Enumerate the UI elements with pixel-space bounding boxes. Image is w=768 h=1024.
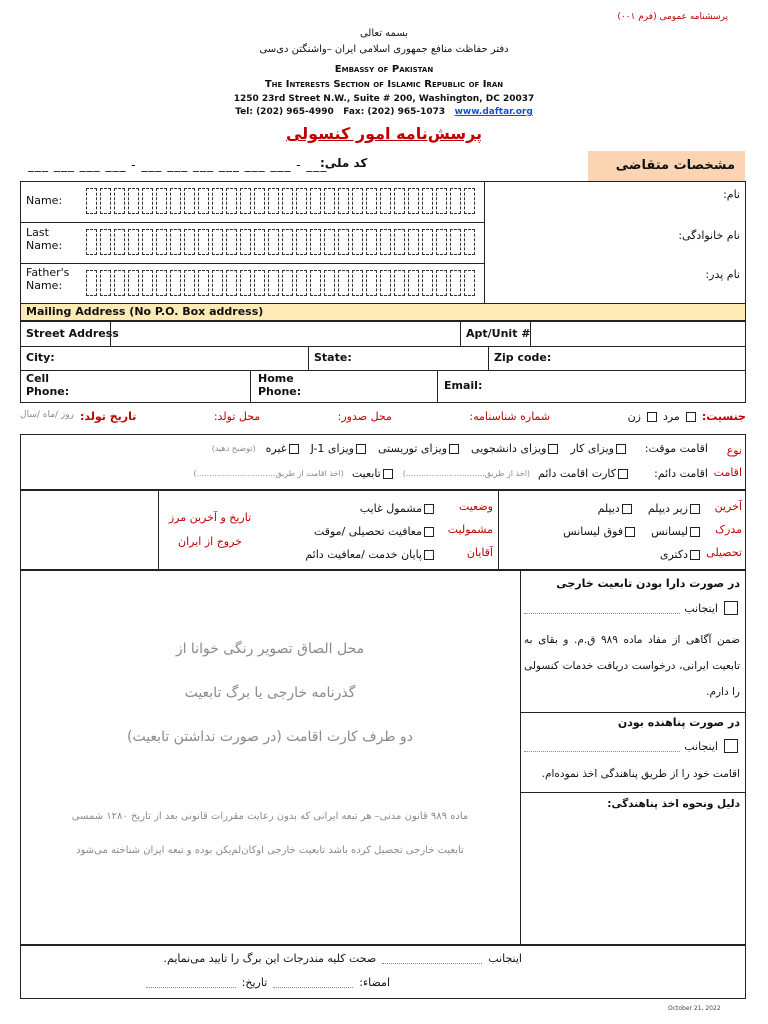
date-label: تاریخ:: [241, 976, 268, 989]
foreign-name-line[interactable]: [524, 603, 680, 614]
work-visa-label: ویزای کار: [570, 442, 614, 455]
char-cell[interactable]: [436, 270, 447, 296]
birth-place-label: محل تولد:: [213, 410, 261, 423]
military-label: وضعیت مشمولیت آقایان: [447, 500, 493, 559]
char-cell[interactable]: [464, 188, 475, 214]
contact-line: [0, 107, 768, 117]
office-address: 1250 23rd Street N.W., Suite # 200, Washington, DC 20037: [233, 94, 535, 104]
bachelor-checkbox[interactable]: [690, 527, 700, 537]
refugee-name-line[interactable]: [524, 741, 680, 752]
declaration-confirm: صحت کلیه مندرجات این برگ را تایید می‌نمایم.: [163, 952, 377, 965]
char-cell[interactable]: [310, 188, 321, 214]
citizenship-via-hint: (اخذ اقامت از طریق...............................): [193, 469, 344, 478]
perm-residency-row: [193, 467, 708, 480]
char-cell[interactable]: [366, 188, 377, 214]
education-options: [532, 497, 702, 566]
char-cell[interactable]: [142, 270, 153, 296]
char-cell[interactable]: [114, 188, 125, 214]
char-cell[interactable]: [156, 229, 167, 255]
char-cell[interactable]: [226, 270, 237, 296]
other-visa-label: غیره: [265, 442, 287, 455]
street-label: Street Address: [26, 327, 119, 340]
city-label: City:: [26, 351, 55, 364]
basmala: بسمه تعالی: [359, 28, 409, 39]
female-label: زن: [627, 410, 641, 423]
char-cell[interactable]: [226, 229, 237, 255]
char-cell[interactable]: [282, 188, 293, 214]
char-cell[interactable]: [394, 229, 405, 255]
char-cell[interactable]: [408, 188, 419, 214]
signature-label: امضاء:: [359, 976, 390, 989]
char-cell[interactable]: [254, 229, 265, 255]
char-cell[interactable]: [422, 270, 433, 296]
char-cell[interactable]: [240, 270, 251, 296]
tourist-visa-label: ویزای توریستی: [378, 442, 448, 455]
char-cell[interactable]: [450, 270, 461, 296]
char-cell[interactable]: [324, 270, 335, 296]
char-cell[interactable]: [296, 270, 307, 296]
char-cell[interactable]: [212, 270, 223, 296]
foreign-consent-text: ضمن آگاهی از مفاد ماده ۹۸۹ ق.م. و بقای به تابعیت ایرانی، درخواست دریافت خدمات کنسولی را دارم.: [524, 634, 740, 698]
char-cell[interactable]: [352, 229, 363, 255]
char-cell[interactable]: [198, 270, 209, 296]
char-cell[interactable]: [86, 270, 97, 296]
foreign-consent-row: [524, 601, 740, 615]
fathername-en-label: Father's Name:: [26, 266, 70, 292]
master-label: فوق لیسانس: [563, 525, 624, 538]
revision-date: October 21, 2022: [668, 1005, 721, 1012]
student-visa-label: ویزای دانشجویی: [471, 442, 547, 455]
char-cell[interactable]: [170, 270, 181, 296]
char-cell[interactable]: [86, 188, 97, 214]
diploma-checkbox[interactable]: [622, 504, 632, 514]
refugee-title: در صورت پناهنده بودن: [617, 716, 740, 729]
char-cell[interactable]: [142, 229, 153, 255]
citizenship-checkbox[interactable]: [383, 469, 393, 479]
home-phone-label: Home Phone:: [258, 372, 302, 398]
char-cell[interactable]: [254, 270, 265, 296]
char-cell[interactable]: [324, 229, 335, 255]
declaration-row: [164, 952, 523, 965]
refugee-consent-row: [524, 739, 740, 753]
char-cell[interactable]: [450, 229, 461, 255]
char-cell[interactable]: [170, 229, 181, 255]
char-cell[interactable]: [324, 188, 335, 214]
char-cell[interactable]: [268, 188, 279, 214]
char-cell[interactable]: [296, 229, 307, 255]
char-cell[interactable]: [282, 229, 293, 255]
national-code-label: کد ملی:: [320, 156, 368, 170]
perm-residency-label: اقامت دائم:: [654, 467, 708, 480]
char-cell[interactable]: [394, 270, 405, 296]
national-code-field[interactable]: ___ ___ ___ ___ - ___ ___ ___ ___ ___ ___ - ___: [28, 158, 328, 172]
char-cell[interactable]: [240, 188, 251, 214]
section-name: The Interests Section of Islamic Republic of Iran: [264, 79, 504, 90]
name-input-cells[interactable]: [86, 188, 475, 214]
char-cell[interactable]: [352, 270, 363, 296]
char-cell[interactable]: [156, 270, 167, 296]
char-cell[interactable]: [114, 229, 125, 255]
residency-type-label: نوع اقامت: [713, 444, 742, 479]
mailing-title: Mailing Address (No P.O. Box address): [26, 305, 264, 318]
study-exempt-checkbox[interactable]: [424, 527, 434, 537]
embassy-name: Embassy of Pakistan: [334, 64, 434, 75]
bachelor-label: لیسانس: [651, 525, 688, 538]
char-cell[interactable]: [128, 229, 139, 255]
j1-visa-label: ویزای J-1: [310, 442, 354, 455]
refugee-undersigned: اینجانب: [684, 739, 718, 753]
temp-residency-row: [212, 442, 708, 455]
military-options: [305, 497, 436, 566]
char-cell[interactable]: [310, 229, 321, 255]
char-cell[interactable]: [422, 229, 433, 255]
issue-place-label: محل صدور:: [337, 410, 392, 423]
diploma-label: دیپلم: [597, 502, 620, 515]
explain-hint: (توضیح دهید): [211, 444, 256, 453]
char-cell[interactable]: [212, 229, 223, 255]
office-name: دفتر حفاظت منافع جمهوری اسلامی ایران –واشنگتن دی‌سی: [259, 44, 509, 55]
char-cell[interactable]: [184, 229, 195, 255]
char-cell[interactable]: [184, 270, 195, 296]
green-card-via-hint: (اخذ از طریق...............................): [402, 469, 531, 478]
foreign-consent-checkbox[interactable]: [724, 601, 738, 615]
char-cell[interactable]: [100, 188, 111, 214]
work-visa-checkbox[interactable]: [616, 444, 626, 454]
declaration-name-line[interactable]: [382, 953, 482, 964]
cell-phone-label: Cell Phone:: [26, 372, 70, 398]
char-cell[interactable]: [100, 270, 111, 296]
char-cell[interactable]: [380, 270, 391, 296]
char-cell[interactable]: [226, 188, 237, 214]
name-fa-label: نام:: [723, 188, 740, 201]
char-cell[interactable]: [436, 229, 447, 255]
j1-visa-checkbox[interactable]: [356, 444, 366, 454]
signature-row: [146, 976, 390, 989]
service-finished-label: پایان خدمت /معافیت دائم: [305, 548, 422, 561]
applicant-section-header: مشخصات متقاضی: [588, 151, 745, 181]
other-visa-checkbox[interactable]: [289, 444, 299, 454]
refugee-text: اقامت خود را از طریق پناهندگی اخذ نموده‌ام.: [541, 768, 740, 780]
char-cell[interactable]: [366, 270, 377, 296]
name-en-label: Name:: [26, 194, 63, 207]
foreign-title: در صورت دارا بودن تابعیت خارجی: [556, 577, 740, 590]
civil-law-note: ماده ۹۸۹ قانون مدنی– هر تبعه ایرانی که بدون رعایت مقررات قانونی بعد از تاریخ ۱۲۸۰ شمسی تابعیت خارجی تحصیل کرده باشد تابعیت خارجی اوکان‌لم‌یکن بوده و تبعه ایران شناخته می‌شود: [71, 811, 469, 856]
char-cell[interactable]: [282, 270, 293, 296]
char-cell[interactable]: [422, 188, 433, 214]
lastname-en-label: Last Name:: [26, 226, 63, 252]
declaration-undersigned: اینجانب: [488, 952, 522, 965]
phd-checkbox[interactable]: [690, 550, 700, 560]
char-cell[interactable]: [380, 229, 391, 255]
char-cell[interactable]: [366, 229, 377, 255]
citizenship-label: تابعیت: [351, 467, 381, 480]
absent-checkbox[interactable]: [424, 504, 434, 514]
char-cell[interactable]: [198, 229, 209, 255]
char-cell[interactable]: [310, 270, 321, 296]
form-title: پرسش‌نامه امور کنسولی: [285, 124, 483, 143]
temp-residency-label: اقامت موقت:: [644, 442, 708, 455]
char-cell[interactable]: [156, 188, 167, 214]
char-cell[interactable]: [408, 270, 419, 296]
char-cell[interactable]: [254, 188, 265, 214]
char-cell[interactable]: [212, 188, 223, 214]
refugee-reason-label: دلیل ونحوه اخذ پناهندگی:: [607, 798, 740, 810]
char-cell[interactable]: [380, 188, 391, 214]
char-cell[interactable]: [240, 229, 251, 255]
personal-row: [20, 410, 746, 423]
char-cell[interactable]: [86, 229, 97, 255]
tel-number: Tel: (202) 965-4990: [235, 107, 334, 117]
mailing-block: [20, 321, 746, 403]
green-card-label: کارت اقامت دائم: [538, 467, 616, 480]
char-cell[interactable]: [394, 188, 405, 214]
char-cell[interactable]: [464, 270, 475, 296]
char-cell[interactable]: [184, 188, 195, 214]
foreign-undersigned: اینجانب: [684, 601, 718, 615]
absent-label: مشمول غایب: [359, 502, 422, 515]
id-number-label: شماره شناسنامه:: [469, 410, 551, 423]
char-cell[interactable]: [268, 270, 279, 296]
form-code: پرسشنامه عمومی (فرم ۰۰۱): [617, 12, 728, 22]
char-cell[interactable]: [142, 188, 153, 214]
fathername-fa-label: نام پدر:: [705, 268, 740, 281]
service-finished-checkbox[interactable]: [424, 550, 434, 560]
char-cell[interactable]: [100, 229, 111, 255]
female-checkbox[interactable]: [647, 412, 657, 422]
birth-date-hint: روز /ماه /سال: [20, 410, 74, 420]
apt-label: Apt/Unit #: [466, 327, 531, 340]
phd-label: دکتری: [659, 548, 688, 561]
char-cell[interactable]: [352, 188, 363, 214]
below-diploma-label: زیر دیپلم: [647, 502, 688, 515]
char-cell[interactable]: [408, 229, 419, 255]
char-cell[interactable]: [450, 188, 461, 214]
char-cell[interactable]: [338, 270, 349, 296]
border-exit-label: تاریخ و آخرین مرز خروج از ایران: [168, 511, 252, 548]
char-cell[interactable]: [128, 270, 139, 296]
male-checkbox[interactable]: [686, 412, 696, 422]
char-cell[interactable]: [114, 270, 125, 296]
char-cell[interactable]: [338, 229, 349, 255]
char-cell[interactable]: [198, 188, 209, 214]
photo-placeholder: محل الصاق تصویر رنگی خوانا از گذرنامه خارجی یا برگ تابعیت دو طرف کارت اقامت (در صورت نداشتن تابعیت): [126, 641, 413, 745]
state-label: State:: [314, 351, 352, 364]
study-exempt-label: معافیت تحصیلی /موقت: [313, 525, 422, 538]
zip-label: Zip code:: [494, 351, 552, 364]
char-cell[interactable]: [338, 188, 349, 214]
below-diploma-checkbox[interactable]: [690, 504, 700, 514]
date-line[interactable]: [146, 977, 236, 988]
signature-line[interactable]: [273, 977, 353, 988]
master-checkbox[interactable]: [625, 527, 635, 537]
char-cell[interactable]: [128, 188, 139, 214]
lastname-input-cells[interactable]: [86, 229, 475, 255]
education-label: آخرین مدرک تحصیلی: [706, 500, 742, 559]
char-cell[interactable]: [268, 229, 279, 255]
green-card-checkbox[interactable]: [618, 469, 628, 479]
student-visa-checkbox[interactable]: [548, 444, 558, 454]
char-cell[interactable]: [436, 188, 447, 214]
char-cell[interactable]: [170, 188, 181, 214]
website-link[interactable]: www.daftar.org: [454, 107, 533, 117]
char-cell[interactable]: [464, 229, 475, 255]
lastname-fa-label: نام خانوادگی:: [678, 229, 740, 242]
fax-number: Fax: (202) 965-1073: [343, 107, 446, 117]
birth-date-label: تاریخ تولد:: [79, 410, 137, 423]
email-label: Email:: [444, 379, 483, 392]
tourist-visa-checkbox[interactable]: [449, 444, 459, 454]
char-cell[interactable]: [296, 188, 307, 214]
fathername-input-cells[interactable]: [86, 270, 475, 296]
male-label: مرد: [662, 410, 680, 423]
refugee-checkbox[interactable]: [724, 739, 738, 753]
gender-label: جنسیت:: [701, 410, 746, 423]
